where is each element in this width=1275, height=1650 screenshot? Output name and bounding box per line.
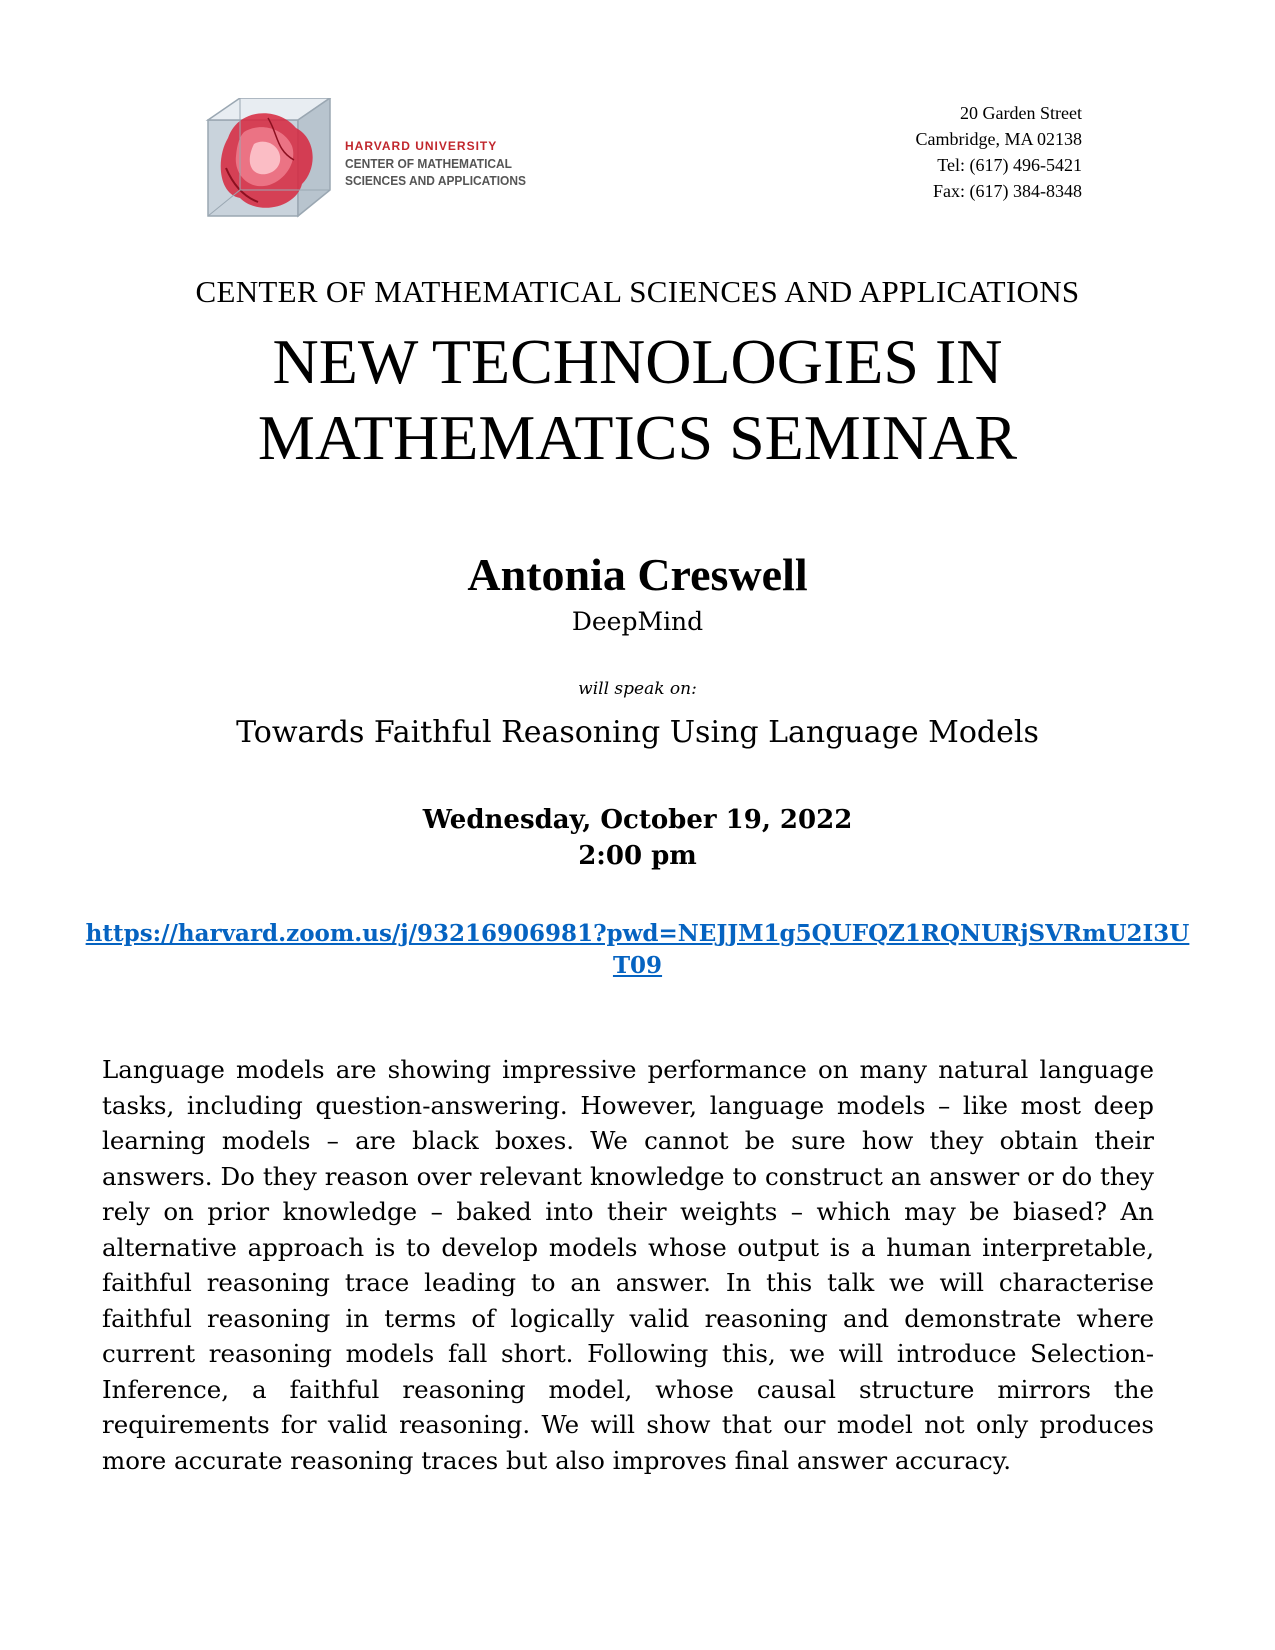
schedule-time: 2:00 pm xyxy=(578,841,697,871)
schedule xyxy=(0,802,1275,874)
address-street: 20 Garden Street xyxy=(960,103,1082,123)
address-tel: Tel: (617) 496-5421 xyxy=(937,155,1082,175)
logo-wordmark xyxy=(345,138,542,189)
zoom-link[interactable]: https://harvard.zoom.us/j/93216906981?pwd=NEJJM1g5QUFQZ1RQNURjSVRmU2I3UT09 xyxy=(85,920,1190,979)
address-block xyxy=(916,100,1083,204)
address-city: Cambridge, MA 02138 xyxy=(915,129,1082,149)
speaker-affiliation: DeepMind xyxy=(571,607,704,636)
address-fax: Fax: (617) 384-8348 xyxy=(933,181,1082,201)
center-name: CENTER OF MATHEMATICAL SCIENCES AND APPLICATIONS xyxy=(195,274,1080,309)
seminar-title-line1: NEW TECHNOLOGIES IN xyxy=(272,326,1003,397)
seminar-title xyxy=(0,324,1275,476)
abstract-text: Language models are showing impressive performance on many natural language tasks, including question-answering. However, language models – like most deep learning models – are black boxes. We cannot be sure how they obtain their answers. Do they reason over relevant knowledge to construct an answer or do they rely on prior knowledge – baked into their weights – which may be biased? An alternative approach is to develop models whose output is a human interpretable, faithful reasoning trace leading to an answer. In this talk we will characterise faithful reasoning in terms of logically valid reasoning and demonstrate where current reasoning models fall short. Following this, we will introduce Selection-Inference, a faithful reasoning model, whose causal structure mirrors the requirements for valid reasoning. We will show that our model not only produces more accurate reasoning traces but also improves final answer accuracy. xyxy=(102,1055,1154,1475)
schedule-date: Wednesday, October 19, 2022 xyxy=(422,805,853,835)
cmsa-logo xyxy=(198,98,538,228)
cube-with-red-surface-icon xyxy=(198,98,338,228)
speaker-name: Antonia Creswell xyxy=(467,549,808,600)
logo-line-center: CENTER OF MATHEMATICAL xyxy=(345,156,512,171)
logo-line-sciences: SCIENCES AND APPLICATIONS xyxy=(345,173,526,188)
seminar-title-line2: MATHEMATICS SEMINAR xyxy=(257,402,1018,473)
talk-title: Towards Faithful Reasoning Using Language Models xyxy=(236,715,1039,750)
talk-intro: will speak on: xyxy=(578,679,697,699)
logo-line-university: HARVARD UNIVERSITY xyxy=(345,139,498,153)
